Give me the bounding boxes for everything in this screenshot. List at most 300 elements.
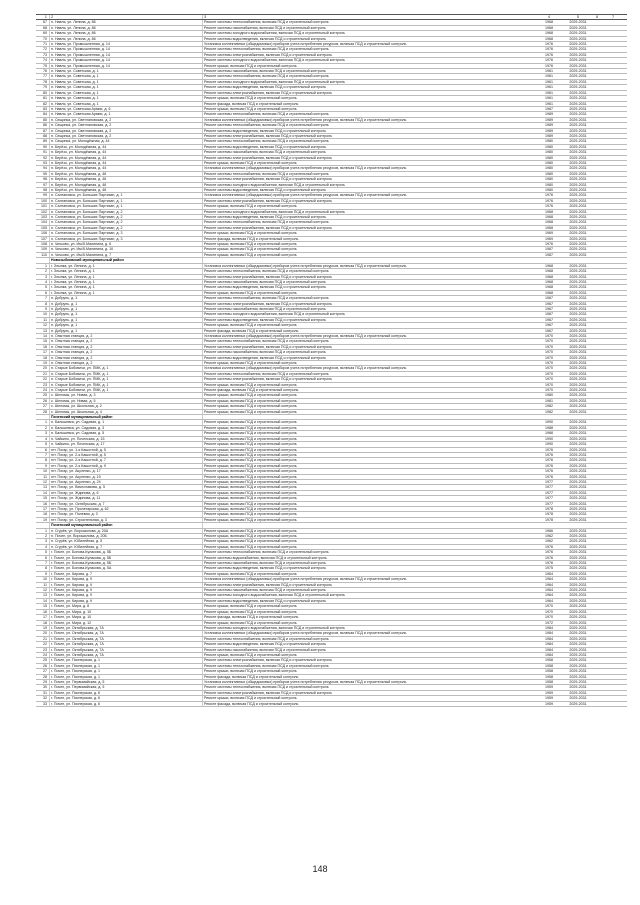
period-cell: 2029-2031 <box>561 620 595 625</box>
period-cell: 2029-2031 <box>561 701 595 706</box>
year-cell: 1984 <box>537 642 561 647</box>
address-cell: п. Опытная станция, д. 2 <box>50 361 203 366</box>
row-number-cell: 6 <box>36 290 50 295</box>
period-cell: 2029-2031 <box>561 604 595 609</box>
year-cell: 1959 <box>537 685 561 690</box>
row-number-cell: 2 <box>36 534 50 539</box>
work-type-cell: Ремонт системы электроснабжения, включая ПСД и строительный контроль <box>203 301 538 306</box>
year-cell: 1961 <box>537 90 561 95</box>
row-number-cell: 8 <box>36 301 50 306</box>
year-cell: 1984 <box>537 636 561 641</box>
row-number-cell: 17 <box>36 615 50 620</box>
year-cell: 1976 <box>537 47 561 52</box>
year-cell: 1970 <box>537 382 561 387</box>
work-type-cell: Ремонт системы электроснабжения, включая ПСД и строительный контроль <box>203 133 538 138</box>
row-number-cell: 18 <box>36 512 50 517</box>
period-cell: 2029-2031 <box>561 539 595 544</box>
address-cell: г. Почеп, ул. Кирова, д. 9 <box>50 582 203 587</box>
address-cell: п. Сгурёв, ул. Юбилейная, д. 7 <box>50 544 203 549</box>
row-number-cell: 85 <box>36 117 50 122</box>
row-number-cell: 10 <box>36 312 50 317</box>
year-cell: 1981 <box>537 398 561 403</box>
year-cell: 1977 <box>537 496 561 501</box>
period-cell: 2029-2031 <box>561 52 595 57</box>
period-cell: 2029-2031 <box>561 685 595 690</box>
period-cell: 2029-2031 <box>561 312 595 317</box>
address-cell: г. Злынка, ул. Ленина, д. 1 <box>50 263 203 268</box>
period-cell: 2029-2031 <box>561 674 595 679</box>
period-cell: 2029-2031 <box>561 215 595 220</box>
year-cell: 1989 <box>537 112 561 117</box>
address-cell: пгт. Погар, ул. 2-я Кашотной, д. 5 <box>50 452 203 457</box>
work-type-cell: Ремонт крыши, включая ПСД и строительный контроль <box>203 609 538 614</box>
work-type-cell: Ремонт системы теплоснабжения, включая ПСД и строительный контроль <box>203 220 538 225</box>
row-number-cell: 11 <box>36 582 50 587</box>
year-cell: 1984 <box>537 647 561 652</box>
row-number-cell: 17 <box>36 350 50 355</box>
address-cell: пгт. Погар, ул. Ждинова, д. 11 <box>50 496 203 501</box>
work-type-cell: Ремонт системы электроснабжения, включая ПСД и строительный контроль <box>203 274 538 279</box>
row-number-cell: 95 <box>36 171 50 176</box>
address-cell: п. Сгурёв, ул. Ворошилова, д. 20А <box>50 528 203 533</box>
row-number-cell: 21 <box>36 636 50 641</box>
row-number-cell: 8 <box>36 458 50 463</box>
header-col-6: 6 <box>595 15 611 20</box>
address-cell: пгт. Погар, ул. 2-я Кашотной, д. 7 <box>50 458 203 463</box>
work-type-cell: Ремонт фасада, включая ПСД и строительный контроль <box>203 101 538 106</box>
year-cell: 1976 <box>537 452 561 457</box>
period-cell: 2029-2031 <box>561 647 595 652</box>
year-cell: 1968 <box>537 31 561 36</box>
work-type-cell: Ремонт системы водоотведения, включая ПСД и строительный контроль <box>203 285 538 290</box>
header-col-1: 1 <box>36 15 50 20</box>
year-cell: 1961 <box>537 85 561 90</box>
period-cell: 2029-2031 <box>561 290 595 295</box>
address-cell: г. Почеп, ул. Бонова-Кулакова, д. 5Б <box>50 550 203 555</box>
row-number-cell: 9 <box>36 463 50 468</box>
period-cell: 2029-2031 <box>561 669 595 674</box>
address-cell: Почепский муниципальный район <box>50 523 203 528</box>
work-type-cell: Ремонт фасада, включая ПСД и строительный контроль <box>203 615 538 620</box>
year-cell: 1961 <box>537 79 561 84</box>
row-number-cell: 80 <box>36 90 50 95</box>
address-cell: г. Почеп, ул. Мира, д. 8 <box>50 604 203 609</box>
period-cell: 2029-2031 <box>561 150 595 155</box>
work-type-cell: Ремонт крыши, включая ПСД и строительный контроль <box>203 442 538 447</box>
year-cell: 1958 <box>537 679 561 684</box>
row-number-cell: 98 <box>36 188 50 193</box>
period-cell: 2029-2031 <box>561 301 595 306</box>
row-number-cell: 21 <box>36 371 50 376</box>
row-number-cell: 30 <box>36 685 50 690</box>
year-cell: 1990 <box>537 442 561 447</box>
row-number-cell: 74 <box>36 58 50 63</box>
row-number-cell: 27 <box>36 669 50 674</box>
period-cell: 2029-2031 <box>561 496 595 501</box>
row-number-cell: 83 <box>36 106 50 111</box>
work-type-cell: Ремонт системы газоснабжения, включая ПСД и строительный контроль <box>203 647 538 652</box>
address-cell: г. Почеп, ул. Кирова, д. 9 <box>50 577 203 582</box>
work-type-cell: Ремонт крыши, включая ПСД и строительный контроль <box>203 247 538 252</box>
year-cell: 1967 <box>537 328 561 333</box>
row-number-cell: 25 <box>36 393 50 398</box>
address-cell: с. Шеломы, ул. Школьная, д. 2 <box>50 404 203 409</box>
year-cell: 1976 <box>537 474 561 479</box>
address-cell: г. Почеп, ул. Кирова, д. 9 <box>50 593 203 598</box>
row-number-cell: 82 <box>36 101 50 106</box>
row-number-cell: 16 <box>36 609 50 614</box>
year-cell: 1967 <box>537 296 561 301</box>
work-type-cell: Ремонт крыши, включая ПСД и строительный контроль <box>203 501 538 506</box>
year-cell: 1968 <box>537 225 561 230</box>
row-number-cell: 4 <box>36 436 50 441</box>
work-type-cell: Ремонт системы водоотведения, включая ПСД и строительный контроль <box>203 215 538 220</box>
row-number-cell: 19 <box>36 517 50 522</box>
row-number-cell: 88 <box>36 133 50 138</box>
period-cell: 2029-2031 <box>561 306 595 311</box>
work-type-cell: Ремонт крыши, включая ПСД и строительный контроль <box>203 517 538 522</box>
work-type-cell: Ремонт крыши, включая ПСД и строительный контроль <box>203 534 538 539</box>
row-number-cell: 16 <box>36 501 50 506</box>
address-cell: п. Сещинка, ул. Светлановская, д. 2 <box>50 123 203 128</box>
work-type-cell: Установка коллективных (общедомовых) приборов учета потребления ресурсов, включая ПСД и строительный контроль <box>203 333 538 338</box>
address-cell: г. Злынка, ул. Ленина, д. 1 <box>50 290 203 295</box>
row-number-cell: 99 <box>36 193 50 198</box>
work-type-cell: Ремонт системы холодного водоснабжения, включая ПСД и строительный контроль <box>203 209 538 214</box>
header-col-3: 3 <box>203 15 538 20</box>
address-cell: п. Добрунь, д. 1 <box>50 296 203 301</box>
row-number-cell: 89 <box>36 139 50 144</box>
period-cell: 2029-2031 <box>561 388 595 393</box>
address-cell: г. Почеп, ул. Бонова-Кулакова, д. 5А <box>50 566 203 571</box>
period-cell: 2029-2031 <box>561 106 595 111</box>
address-cell: г. Почеп, ул. Октябрьская, д. 7А <box>50 625 203 630</box>
year-cell: 1967 <box>537 317 561 322</box>
work-type-cell: Ремонт системы водоотведения, включая ПСД и строительный контроль <box>203 317 538 322</box>
period-cell: 2029-2031 <box>561 588 595 593</box>
address-cell: г. Почеп, ул. Мира, д. 10 <box>50 609 203 614</box>
row-number-cell: 26 <box>36 663 50 668</box>
period-cell: 2029-2031 <box>561 269 595 274</box>
row-number-cell: 8 <box>36 566 50 571</box>
address-cell: с. Шеломы, ул. Новая, д. 5 <box>50 398 203 403</box>
address-cell: г. Почеп, ул. Первомайская, д. 5 <box>50 679 203 684</box>
year-cell: 1976 <box>537 58 561 63</box>
row-number-cell: 9 <box>36 571 50 576</box>
address-cell: п. Навля, ул. Ленина, д. 86 <box>50 31 203 36</box>
work-type-cell: Ремонт крыши, включая ПСД и строительный контроль <box>203 506 538 511</box>
year-cell: 1976 <box>537 550 561 555</box>
address-cell: п. Навля, ул. Промышленная, д. 14 <box>50 58 203 63</box>
year-cell: 1977 <box>537 485 561 490</box>
year-cell: 1976 <box>537 458 561 463</box>
row-number-cell: 15 <box>36 339 50 344</box>
work-type-cell: Ремонт крыши, включая ПСД и строительный контроль <box>203 539 538 544</box>
work-type-cell: Ремонт системы холодного водоснабжения, включая ПСД и строительный контроль <box>203 312 538 317</box>
address-cell: п. Навля, ул. Промышленная, д. 14 <box>50 42 203 47</box>
row-number-cell: 110 <box>36 252 50 257</box>
address-cell: п. Сещинка, ул. Светлановская, д. 2 <box>50 128 203 133</box>
address-cell: п. Навля, ул. Советская, д. 1 <box>50 69 203 74</box>
period-cell: 2029-2031 <box>561 377 595 382</box>
row-number-cell: 25 <box>36 658 50 663</box>
work-type-cell: Ремонт системы водоснабжения, включая ПСД и строительный контроль <box>203 555 538 560</box>
period-cell: 2029-2031 <box>561 371 595 376</box>
work-type-cell: Ремонт крыши, включая ПСД и строительный контроль <box>203 469 538 474</box>
row-number-cell: 23 <box>36 647 50 652</box>
year-cell: 1959 <box>537 701 561 706</box>
period-cell: 2029-2031 <box>561 609 595 614</box>
year-cell: 1990 <box>537 420 561 425</box>
address-cell: п. Бальшевка, ул. Садовая, д. 5 <box>50 431 203 436</box>
year-cell: 1968 <box>537 274 561 279</box>
period-cell: 2029-2031 <box>561 550 595 555</box>
address-cell: п. Бальшевка, ул. Садовая, д. 3 <box>50 425 203 430</box>
year-cell: 1982 <box>537 404 561 409</box>
period-cell: 2029-2031 <box>561 31 595 36</box>
work-type-cell: Ремонт крыши, включая ПСД и строительный контроль <box>203 528 538 533</box>
row-number-cell: 14 <box>36 598 50 603</box>
year-cell: 1970 <box>537 350 561 355</box>
period-cell: 2029-2031 <box>561 279 595 284</box>
address-cell: п. Навля, ул. Ленина, д. 86 <box>50 36 203 41</box>
period-cell: 2029-2031 <box>561 534 595 539</box>
period-cell: 2029-2031 <box>561 490 595 495</box>
address-cell: п. Навля, ул. Советская, д. 1 <box>50 96 203 101</box>
row-number-cell: 5 <box>36 285 50 290</box>
address-cell: п. Берёзо, ул. Молодёжная, д. 44 <box>50 160 203 165</box>
row-number-cell: 90 <box>36 144 50 149</box>
address-cell: п. Чайкино, ул. Почепская, д. 15 <box>50 436 203 441</box>
period-cell: 2029-2031 <box>561 506 595 511</box>
work-type-cell: Ремонт системы теплоснабжения, включая ПСД и строительный контроль <box>203 139 538 144</box>
period-cell: 2029-2031 <box>561 463 595 468</box>
period-cell: 2029-2031 <box>561 36 595 41</box>
year-cell: 1967 <box>537 323 561 328</box>
year-cell: 1968 <box>537 220 561 225</box>
period-cell: 2029-2031 <box>561 447 595 452</box>
work-type-cell: Ремонт крыши, включая ПСД и строительный контроль <box>203 106 538 111</box>
year-cell: 1967 <box>537 312 561 317</box>
row-number-cell: 96 <box>36 177 50 182</box>
year-cell: 1972 <box>537 620 561 625</box>
address-cell: пгт. Погар, ул. 2-я Кашотной, д. 9 <box>50 463 203 468</box>
year-cell: 1970 <box>537 355 561 360</box>
period-cell: 2029-2031 <box>561 517 595 522</box>
row-number-cell: 104 <box>36 220 50 225</box>
year-cell: 1964 <box>537 577 561 582</box>
row-number-cell: 101 <box>36 204 50 209</box>
period-cell: 2029-2031 <box>561 344 595 349</box>
year-cell: 1968 <box>537 285 561 290</box>
period-cell: 2029-2031 <box>561 123 595 128</box>
year-cell: 1978 <box>537 517 561 522</box>
row-number-cell: 19 <box>36 361 50 366</box>
row-number-cell: 69 <box>36 31 50 36</box>
work-type-cell: Ремонт системы водоотведения, включая ПСД и строительный контроль <box>203 128 538 133</box>
work-type-cell: Ремонт крыши, включая ПСД и строительный контроль <box>203 431 538 436</box>
period-cell: 2029-2031 <box>561 247 595 252</box>
period-cell: 2029-2031 <box>561 155 595 160</box>
year-cell: 1970 <box>537 615 561 620</box>
address-cell: п. Навля, ул. Советская, д. 1 <box>50 85 203 90</box>
work-type-cell: Ремонт крыши, включая ПСД и строительный контроль <box>203 425 538 430</box>
row-number-cell: 3 <box>36 431 50 436</box>
period-cell: 2029-2031 <box>561 631 595 636</box>
work-type-cell: Ремонт крыши, включая ПСД и строительный контроль <box>203 96 538 101</box>
period-cell: 2029-2031 <box>561 79 595 84</box>
period-cell: 2029-2031 <box>561 274 595 279</box>
row-number-cell: 15 <box>36 604 50 609</box>
work-type-cell: Ремонт крыши, включая ПСД и строительный контроль <box>203 452 538 457</box>
period-cell: 2029-2031 <box>561 47 595 52</box>
period-cell: 2029-2031 <box>561 69 595 74</box>
year-cell: 1989 <box>537 128 561 133</box>
address-cell: п. Салтановка, ул. Больших Партизан, д. 3 <box>50 236 203 241</box>
work-type-cell: Ремонт крыши, включая ПСД и строительный контроль <box>203 604 538 609</box>
period-cell: 2029-2031 <box>561 696 595 701</box>
year-cell: 1976 <box>537 463 561 468</box>
address-cell: п. Сещинка, ул. Светлановская, д. 2 <box>50 133 203 138</box>
period-cell: 2029-2031 <box>561 577 595 582</box>
year-cell: 1958 <box>537 669 561 674</box>
row-number-cell: 26 <box>36 398 50 403</box>
year-cell: 1964 <box>537 582 561 587</box>
row-number-cell: 7 <box>36 296 50 301</box>
row-number-cell: 3 <box>36 274 50 279</box>
period-cell: 2029-2031 <box>561 404 595 409</box>
header-col-4: 4 <box>537 15 561 20</box>
work-type-cell: Ремонт крыши, включая ПСД и строительный контроль <box>203 409 538 414</box>
row-number-cell: 93 <box>36 160 50 165</box>
address-cell: п. Старые Бобовичи, ул. ПМК, д. 1 <box>50 371 203 376</box>
address-cell: п. Опытная станция, д. 2 <box>50 339 203 344</box>
period-cell: 2029-2031 <box>561 90 595 95</box>
work-type-cell: Ремонт фасада, включая ПСД и строительный контроль <box>203 236 538 241</box>
year-cell: 1970 <box>537 361 561 366</box>
row-number-cell: 7 <box>36 561 50 566</box>
year-cell: 1967 <box>537 301 561 306</box>
work-type-cell: Ремонт крыши, включая ПСД и строительный контроль <box>203 474 538 479</box>
year-cell: 1987 <box>537 252 561 257</box>
year-cell: 1970 <box>537 333 561 338</box>
row-number-cell: 28 <box>36 674 50 679</box>
address-cell: п. Чичково, ул. Им.В.Малинина, д. 10 <box>50 247 203 252</box>
year-cell: 1968 <box>537 215 561 220</box>
year-cell: 1984 <box>537 625 561 630</box>
period-cell: 2029-2031 <box>561 658 595 663</box>
year-cell: 1968 <box>537 290 561 295</box>
address-cell: п. Салтановка, ул. Больших Партизан, д. 2 <box>50 225 203 230</box>
year-cell: 1961 <box>537 69 561 74</box>
year-cell: 1980 <box>537 144 561 149</box>
year-cell: 1970 <box>537 388 561 393</box>
address-cell: пгт. Погар, ул. Акуленко, д. 24 <box>50 479 203 484</box>
year-cell: 1977 <box>537 490 561 495</box>
year-cell: 1970 <box>537 344 561 349</box>
address-cell: п. Салтановка, ул. Больших Партизан, д. 1 <box>50 193 203 198</box>
year-cell: 1970 <box>537 609 561 614</box>
period-cell: 2029-2031 <box>561 615 595 620</box>
work-type-cell: Ремонт крыши, включая ПСД и строительный контроль <box>203 485 538 490</box>
row-number-cell: 17 <box>36 506 50 511</box>
year-cell: 1976 <box>537 204 561 209</box>
address-cell: п. Берёзо, ул. Молодёжная, д. 46 <box>50 182 203 187</box>
row-number-cell: 2 <box>36 425 50 430</box>
work-type-cell: Ремонт системы электроснабжения, включая ПСД и строительный контроль <box>203 690 538 695</box>
address-cell: г. Почеп, ул. Пионерская, д. 6 <box>50 696 203 701</box>
address-cell: п. Почеп, ул. Ворошилова, д. 20Б <box>50 534 203 539</box>
row-number-cell: 6 <box>36 555 50 560</box>
row-number-cell: 20 <box>36 366 50 371</box>
address-cell: г. Почеп, ул. Октябрьская, д. 7А <box>50 652 203 657</box>
row-number-cell: 22 <box>36 642 50 647</box>
period-cell: 2029-2031 <box>561 133 595 138</box>
year-cell: 1962 <box>537 539 561 544</box>
period-cell: 2029-2031 <box>561 512 595 517</box>
work-type-cell: Установка коллективных (общедомовых) приборов учета потребления ресурсов, включая ПСД и строительный контроль <box>203 577 538 582</box>
address-cell: с. Шеломы, ул. Школьная, д. 4 <box>50 409 203 414</box>
work-type-cell: Ремонт системы теплоснабжения, включая ПСД и строительный контроль <box>203 636 538 641</box>
address-cell: п. Опытная станция, д. 2 <box>50 350 203 355</box>
address-cell: п. Салтановка, ул. Больших Партизан, д. 2 <box>50 215 203 220</box>
period-cell: 2029-2031 <box>561 679 595 684</box>
period-cell: 2029-2031 <box>561 328 595 333</box>
work-type-cell: Ремонт системы электроснабжения, включая ПСД и строительный контроль <box>203 52 538 57</box>
period-cell: 2029-2031 <box>561 652 595 657</box>
document-sheet <box>36 14 615 707</box>
period-cell: 2029-2031 <box>561 242 595 247</box>
year-cell: 1984 <box>537 652 561 657</box>
period-cell: 2029-2031 <box>561 593 595 598</box>
year-cell: 1978 <box>537 506 561 511</box>
work-type-cell: Ремонт крыши, включая ПСД и строительный контроль <box>203 696 538 701</box>
address-cell: п. Берёзо, ул. Молодёжная, д. 44 <box>50 150 203 155</box>
work-type-cell: Ремонт крыши, включая ПСД и строительный контроль <box>203 290 538 295</box>
period-cell: 2029-2031 <box>561 144 595 149</box>
row-number-cell: 107 <box>36 236 50 241</box>
row-number-cell: 10 <box>36 469 50 474</box>
period-cell: 2029-2031 <box>561 350 595 355</box>
year-cell: 1984 <box>537 631 561 636</box>
year-cell: 1959 <box>537 696 561 701</box>
address-cell: г. Почеп, ул. Пионерская, д. 1 <box>50 658 203 663</box>
row-number-cell: 10 <box>36 577 50 582</box>
work-type-cell: Ремонт системы теплоснабжения, включая ПСД и строительный контроль <box>203 685 538 690</box>
row-number-cell: 19 <box>36 625 50 630</box>
year-cell: 1959 <box>537 690 561 695</box>
work-type-cell: Ремонт крыши, включая ПСД и строительный контроль <box>203 571 538 576</box>
period-cell: 2029-2031 <box>561 339 595 344</box>
work-type-cell: Установка коллективных (общедомовых) приборов учета потребления ресурсов, включая ПСД и строительный контроль <box>203 263 538 268</box>
row-number-cell: 23 <box>36 382 50 387</box>
year-cell: 1980 <box>537 393 561 398</box>
work-type-cell: Ремонт системы водоотведения, включая ПСД и строительный контроль <box>203 642 538 647</box>
year-cell: 1970 <box>537 366 561 371</box>
work-type-cell: Ремонт крыши, включая ПСД и строительный контроль <box>203 496 538 501</box>
address-cell: г. Почеп, ул. Бонова-Кулакова, д. 5Б <box>50 555 203 560</box>
year-cell: 1990 <box>537 436 561 441</box>
period-cell: 2029-2031 <box>561 193 595 198</box>
address-cell: п. Добрунь, д. 1 <box>50 317 203 322</box>
period-cell: 2029-2031 <box>561 582 595 587</box>
row-number-cell: 94 <box>36 166 50 171</box>
work-type-cell: Ремонт крыши, включая ПСД и строительный контроль <box>203 652 538 657</box>
row-number-cell: 16 <box>36 344 50 349</box>
address-cell: г. Почеп, ул. Октябрьская, д. 7А <box>50 636 203 641</box>
address-cell: пгт. Погар, ул. Акуленко, д. 19 <box>50 474 203 479</box>
period-cell: 2029-2031 <box>561 544 595 549</box>
